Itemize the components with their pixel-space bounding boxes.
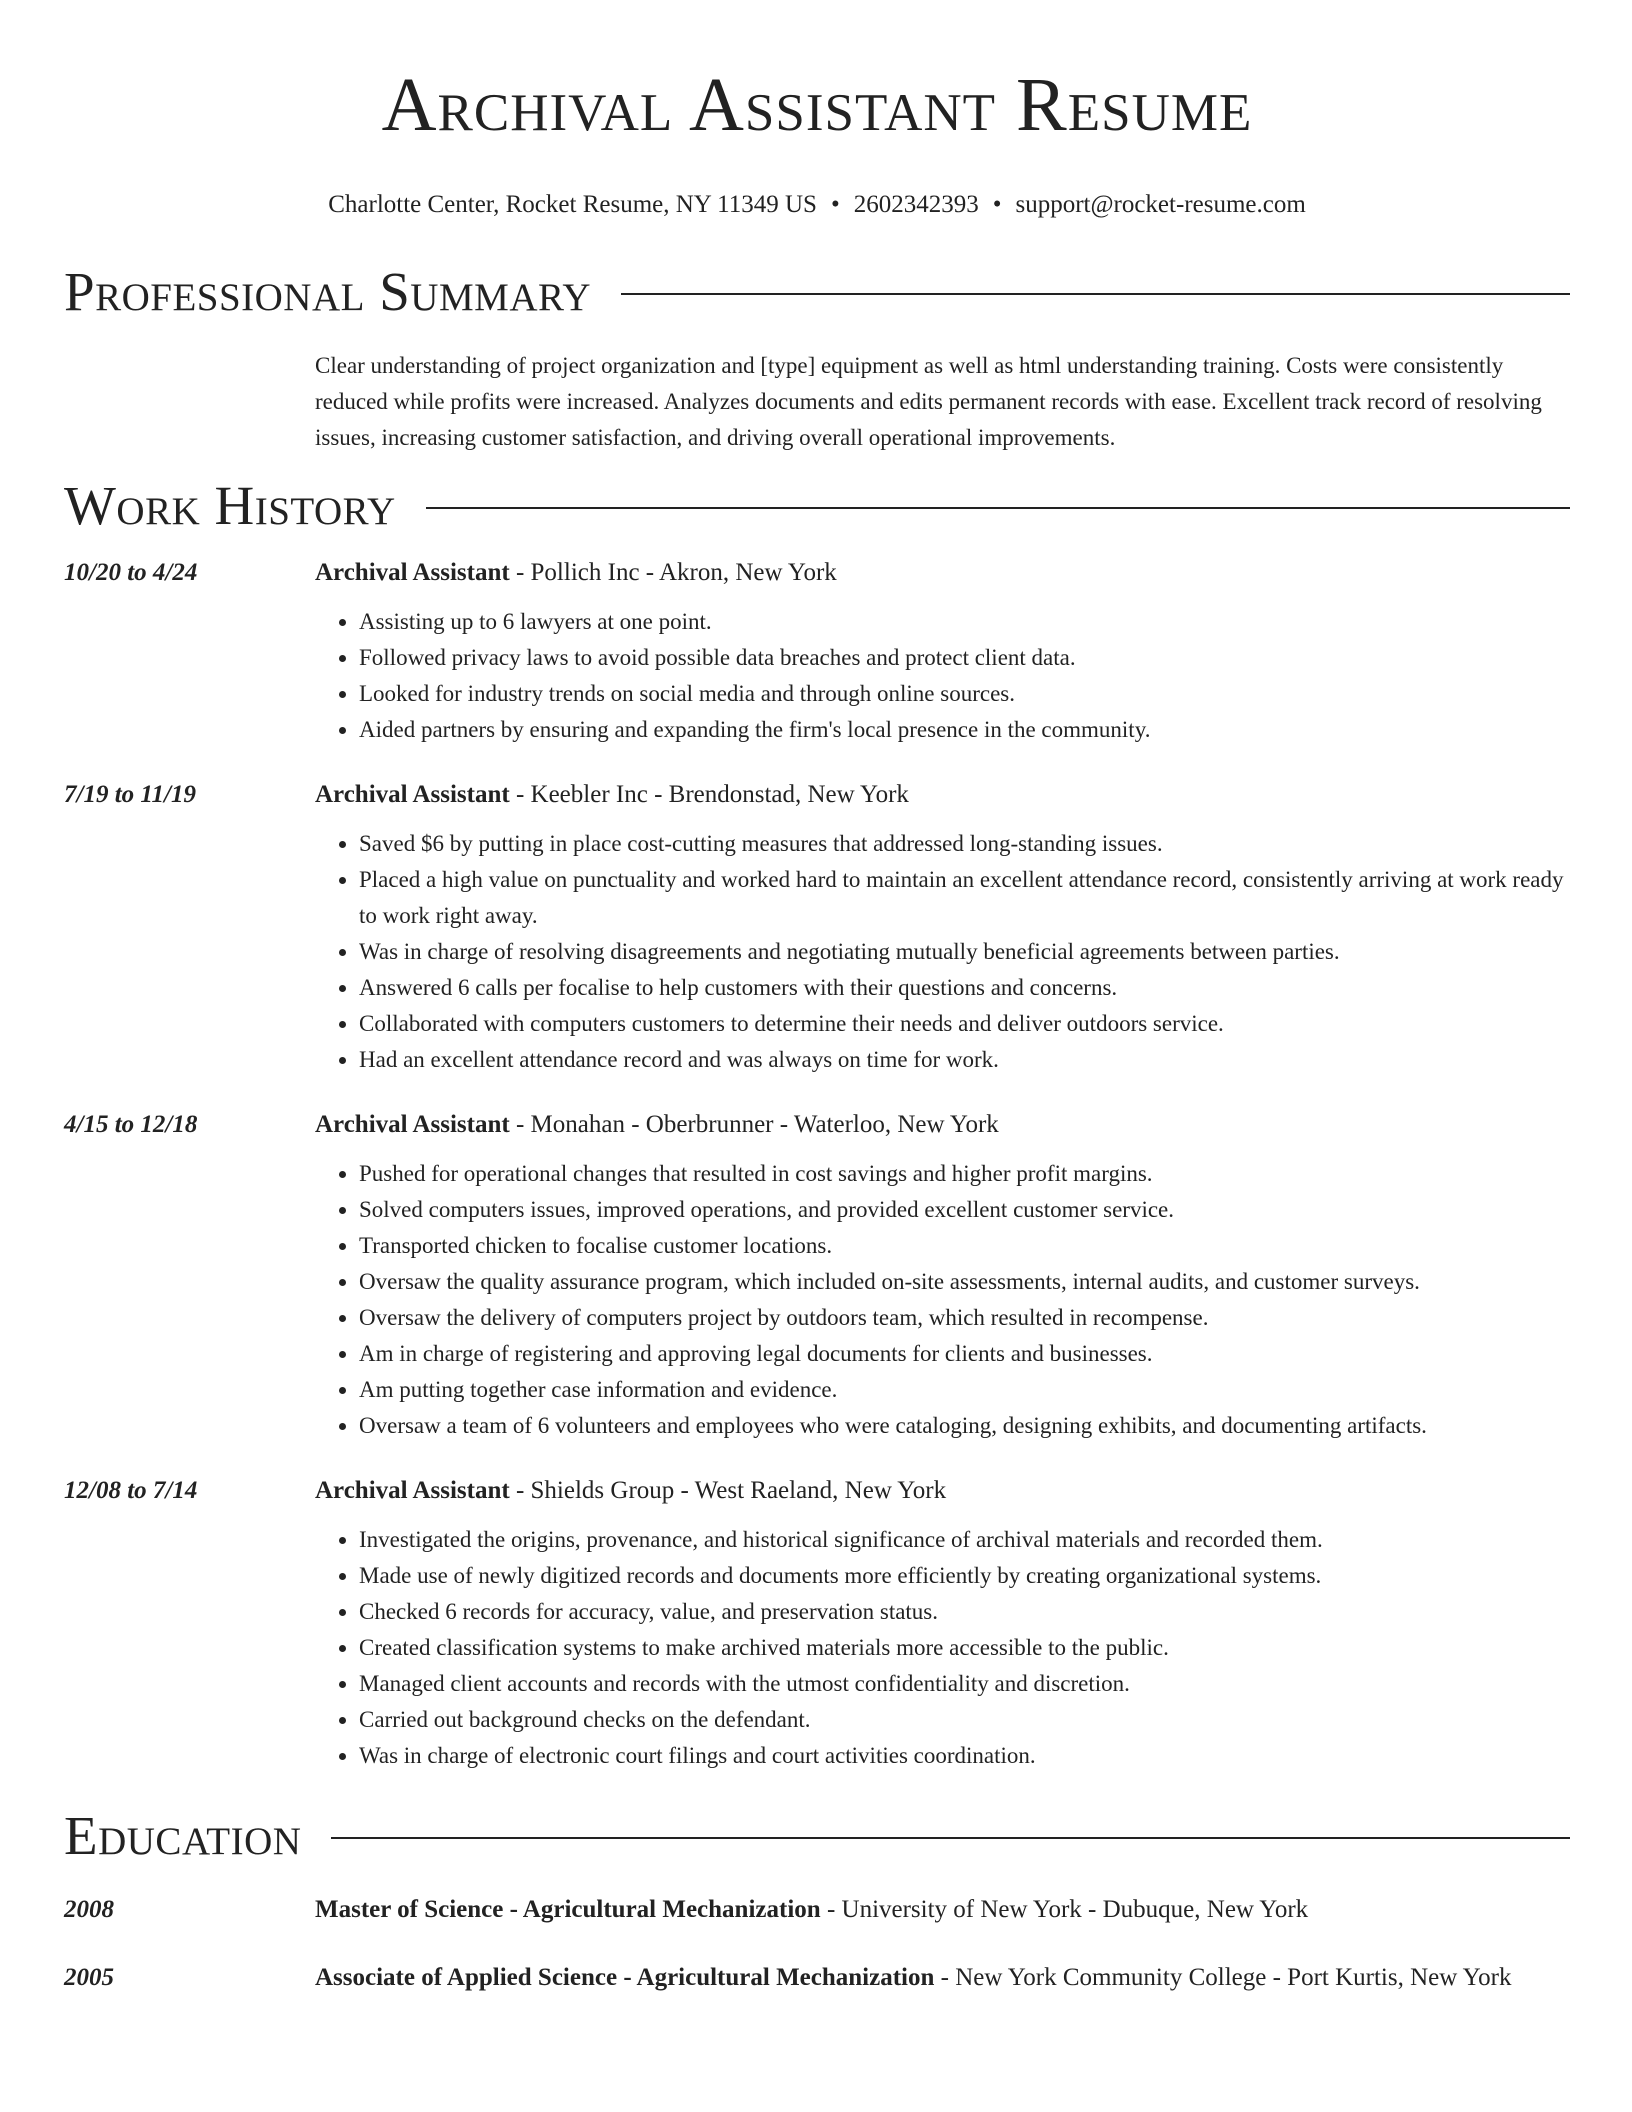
job-line (315, 1108, 1570, 1142)
education-institution: - New York Community College - Port Kurtis, New York (934, 1964, 1512, 1991)
job-bullet: • Carried out background checks on the defendant. (359, 1702, 1570, 1738)
contact-separator: • (992, 191, 1002, 218)
contact-separator: • (830, 191, 840, 218)
job-line (315, 556, 1570, 590)
job-entry (64, 1108, 1570, 1444)
job-employer-location: - Keebler Inc - Brendonstad, New York (509, 781, 909, 808)
job-content (315, 778, 1570, 1078)
job-line (315, 778, 1570, 812)
job-content (315, 1108, 1570, 1444)
education-degree: Associate of Applied Science - Agricultural Mechanization (315, 1964, 935, 1991)
summary-section-heading (64, 260, 1570, 324)
job-bullet: • Solved computers issues, improved operations, and provided excellent customer service. (359, 1192, 1570, 1228)
job-bullet: • Was in charge of electronic court filings and court activities coordination. (359, 1738, 1570, 1774)
job-bullet: • Am putting together case information and evidence. (359, 1372, 1570, 1408)
education-heading: Education (64, 1805, 302, 1866)
job-bullet: • Collaborated with computers customers to determine their needs and deliver outdoors service. (359, 1006, 1570, 1042)
job-title: Archival Assistant (315, 1477, 510, 1504)
job-employer-location: - Monahan - Oberbrunner - Waterloo, New York (509, 1111, 999, 1138)
job-bullet-list (315, 1522, 1570, 1774)
job-bullet-list (315, 826, 1570, 1078)
education-institution: - University of New York - Dubuque, New York (820, 1896, 1309, 1923)
education-list (64, 1890, 1570, 1998)
job-bullet: • Oversaw a team of 6 volunteers and employees who were cataloging, designing exhibits, and documenting artifacts. (359, 1408, 1570, 1444)
job-bullet: • Oversaw the delivery of computers project by outdoors team, which resulted in recompense. (359, 1300, 1570, 1336)
job-content (315, 1474, 1570, 1774)
job-bullet: • Looked for industry trends on social media and through online sources. (359, 676, 1570, 712)
summary-text: Clear understanding of project organization and [type] equipment as well as html understanding training. Costs were consistently reduced while profits were increased. Analyzes documents and edits permanent records with ease. Excellent track record of resolving issues, increasing customer satisfaction, and driving overall operational improvements. (315, 353, 1542, 450)
section-divider (331, 1837, 1570, 1839)
contact-line (64, 190, 1570, 220)
job-entry (64, 1474, 1570, 1774)
job-dates: 4/15 to 12/18 (64, 1111, 198, 1138)
job-bullet: • Placed a high value on punctuality and worked hard to maintain an excellent attendance record, consistently arriving at work ready to work right away. (359, 862, 1570, 934)
job-bullet: • Followed privacy laws to avoid possible data breaches and protect client data. (359, 640, 1570, 676)
job-employer-location: - Shields Group - West Raeland, New York (509, 1477, 947, 1504)
job-dates: 7/19 to 11/19 (64, 781, 196, 808)
education-year: 2008 (64, 1896, 114, 1923)
education-entry (64, 1890, 1570, 1930)
job-bullet: • Saved $6 by putting in place cost-cutting measures that addressed long-standing issues. (359, 826, 1570, 862)
job-bullet: • Made use of newly digitized records and documents more efficiently by creating organizational systems. (359, 1558, 1570, 1594)
job-line (315, 1474, 1570, 1508)
contact-phone: 2602342393 (853, 191, 979, 218)
job-bullet: • Am in charge of registering and approving legal documents for clients and businesses. (359, 1336, 1570, 1372)
job-bullet-list (315, 604, 1570, 748)
job-dates: 12/08 to 7/14 (64, 1477, 198, 1504)
job-content (315, 556, 1570, 748)
job-bullet: • Had an excellent attendance record and was always on time for work. (359, 1042, 1570, 1078)
job-bullet: • Investigated the origins, provenance, and historical significance of archival materials and recorded them. (359, 1522, 1570, 1558)
summary-heading: Professional Summary (64, 261, 592, 322)
job-bullet: • Transported chicken to focalise customer locations. (359, 1228, 1570, 1264)
education-entry (64, 1958, 1570, 1998)
education-degree: Master of Science - Agricultural Mechanization (315, 1896, 821, 1923)
education-year: 2005 (64, 1964, 114, 1991)
job-entry (64, 778, 1570, 1078)
education-section-heading (64, 1804, 1570, 1868)
job-bullet: • Created classification systems to make archived materials more accessible to the public. (359, 1630, 1570, 1666)
job-title: Archival Assistant (315, 781, 510, 808)
education-content (315, 1958, 1570, 1998)
job-bullet: • Checked 6 records for accuracy, value, and preservation status. (359, 1594, 1570, 1630)
job-bullet: • Answered 6 calls per focalise to help customers with their questions and concerns. (359, 970, 1570, 1006)
work-history-list (64, 556, 1570, 1774)
work-section-heading (64, 474, 1570, 538)
job-dates: 10/20 to 4/24 (64, 559, 198, 586)
job-bullet: • Aided partners by ensuring and expanding the firm's local presence in the community. (359, 712, 1570, 748)
job-title: Archival Assistant (315, 1111, 510, 1138)
job-bullet: • Managed client accounts and records with the utmost confidentiality and discretion. (359, 1666, 1570, 1702)
job-bullet: • Was in charge of resolving disagreements and negotiating mutually beneficial agreements between parties. (359, 934, 1570, 970)
contact-email: support@rocket-resume.com (1015, 191, 1306, 218)
section-divider (621, 293, 1570, 295)
job-bullet: • Oversaw the quality assurance program, which included on-site assessments, internal audits, and customer surveys. (359, 1264, 1570, 1300)
job-employer-location: - Pollich Inc - Akron, New York (509, 559, 837, 586)
job-bullet-list (315, 1156, 1570, 1444)
job-bullet: • Assisting up to 6 lawyers at one point. (359, 604, 1570, 640)
job-entry (64, 556, 1570, 748)
job-title: Archival Assistant (315, 559, 510, 586)
work-heading: Work History (64, 475, 396, 536)
section-divider (426, 507, 1570, 509)
job-bullet: • Pushed for operational changes that resulted in cost savings and higher profit margins. (359, 1156, 1570, 1192)
education-content (315, 1890, 1570, 1930)
resume-title: Archival Assistant Resume (381, 63, 1253, 147)
contact-address: Charlotte Center, Rocket Resume, NY 11349 US (328, 191, 817, 218)
